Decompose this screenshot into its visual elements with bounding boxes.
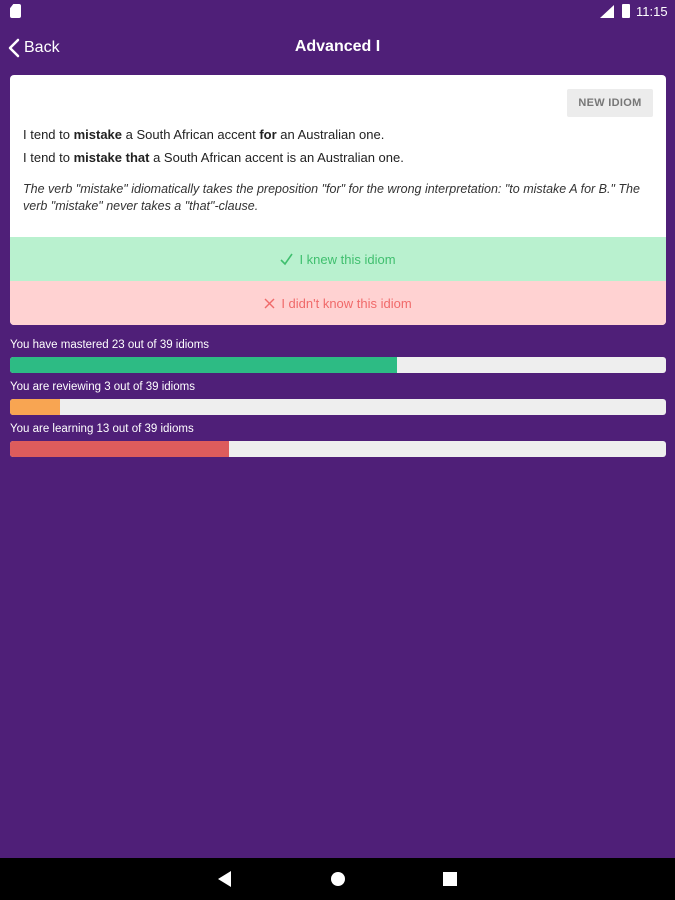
nav-recents-icon[interactable] [443, 872, 457, 886]
back-label: Back [24, 39, 60, 56]
new-idiom-button[interactable]: NEW IDIOM [567, 89, 653, 117]
status-time: 11:15 [636, 4, 668, 19]
idiom-card [10, 75, 666, 325]
reviewing-progress-fill [10, 399, 60, 415]
app-bar [0, 28, 675, 68]
correct-sentence [23, 127, 384, 142]
close-icon [264, 298, 275, 309]
knew-idiom-button[interactable] [10, 237, 666, 281]
idiom-explanation: The verb "mistake" idiomatically takes the preposition "for" for the wrong interpretation: "to mistake A for B." The verb "mistake" never takes a "that"-clause. [23, 182, 640, 213]
signal-icon [600, 5, 614, 18]
sentence-highlight: for [259, 127, 277, 142]
incorrect-sentence [23, 150, 404, 165]
learning-progress-fill [10, 441, 229, 457]
sim-card-icon [10, 4, 21, 18]
sentence-text: I tend to [23, 127, 74, 142]
knew-idiom-label: I knew this idiom [299, 251, 396, 267]
navigation-bar [0, 858, 675, 900]
sentence-text: a South African accent [122, 127, 260, 142]
didnt-know-idiom-button[interactable] [10, 281, 666, 325]
learning-progress-bar [10, 441, 666, 457]
nav-home-icon[interactable] [331, 872, 345, 886]
mastered-progress-bar [10, 357, 666, 373]
sentence-text: a South African accent is an Australian one. [149, 150, 404, 165]
status-bar [0, 0, 675, 24]
learning-label: You are learning 13 out of 39 idioms [10, 423, 194, 435]
reviewing-label: You are reviewing 3 out of 39 idioms [10, 381, 195, 393]
battery-icon [622, 4, 630, 18]
sentence-highlight: mistake [73, 127, 123, 142]
nav-back-icon[interactable] [218, 871, 231, 887]
sentence-text: an Australian one. [276, 127, 385, 142]
sentence-text: I tend to [23, 150, 74, 165]
sentence-highlight: mistake that [73, 150, 150, 165]
checkmark-icon [280, 253, 293, 266]
page-title: Advanced I [294, 38, 381, 55]
mastered-progress-fill [10, 357, 397, 373]
reviewing-progress-bar [10, 399, 666, 415]
didnt-know-idiom-label: I didn't know this idiom [281, 295, 412, 311]
mastered-label: You have mastered 23 out of 39 idioms [10, 339, 210, 351]
